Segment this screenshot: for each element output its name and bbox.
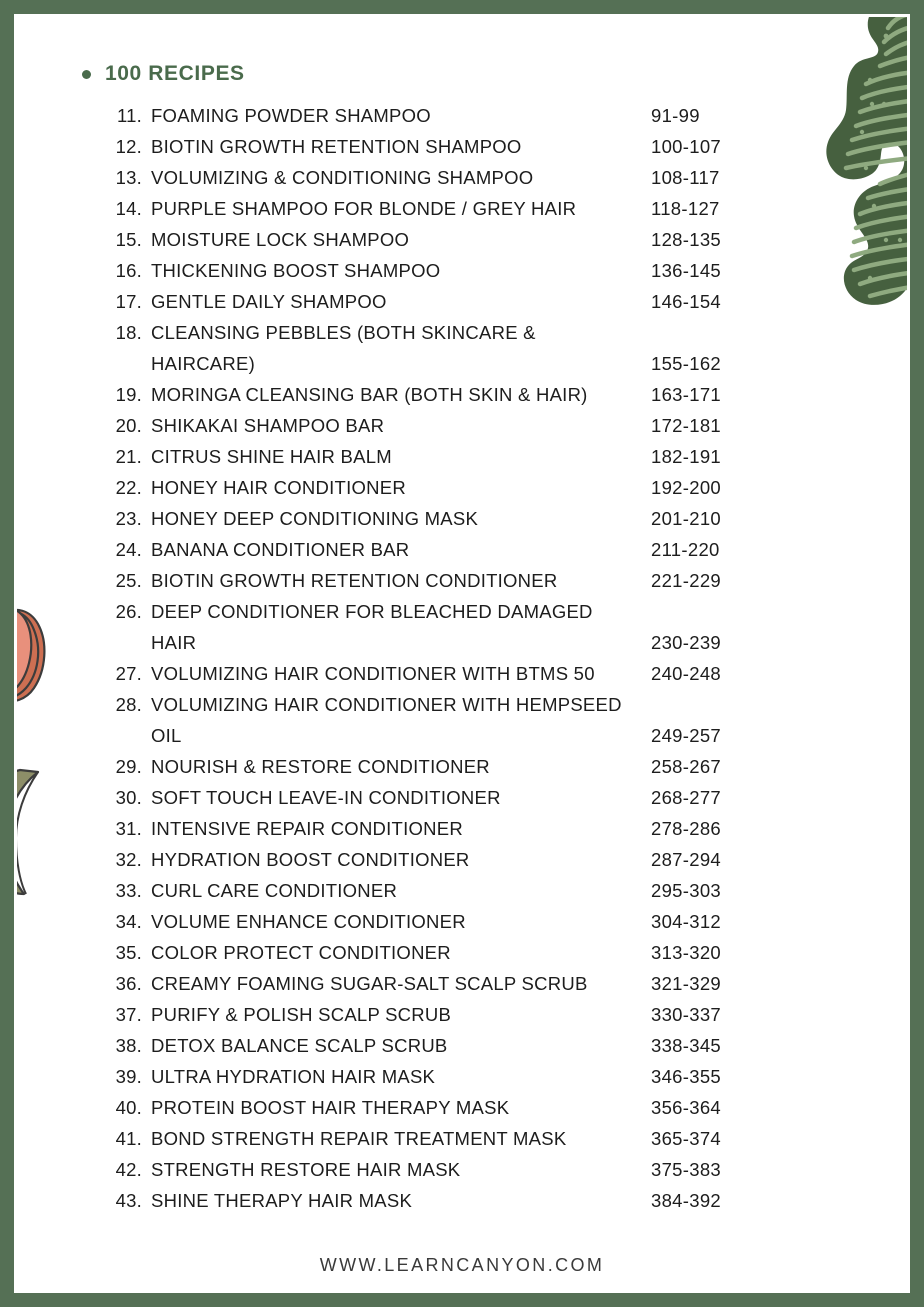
toc-row[interactable] — [0, 565, 924, 596]
toc-row-title-line1: MOISTURE LOCK SHAMPOO — [151, 229, 410, 250]
toc-row-number: 17. — [115, 291, 142, 312]
toc-row-title-line1: VOLUME ENHANCE CONDITIONER — [151, 911, 466, 932]
toc-row-number: 38. — [115, 1035, 142, 1056]
toc-row-title-line1: HONEY DEEP CONDITIONING MASK — [151, 508, 479, 529]
toc-row-title — [142, 999, 651, 1030]
toc-row-title — [142, 813, 651, 844]
toc-row-title-line1: COLOR PROTECT CONDITIONER — [151, 942, 451, 963]
toc-row[interactable] — [0, 596, 924, 658]
toc-row-pages: 192-200 — [651, 477, 721, 498]
toc-row[interactable] — [0, 906, 924, 937]
toc-row-title-line1: SHINE THERAPY HAIR MASK — [151, 1190, 413, 1211]
toc-row-title-line1: VOLUMIZING & CONDITIONING SHAMPOO — [151, 167, 534, 188]
toc-row-number: 21. — [115, 446, 142, 467]
toc-row[interactable] — [0, 534, 924, 565]
toc-row-title — [142, 937, 651, 968]
toc-row-title-line1: PURPLE SHAMPOO FOR BLONDE / GREY HAIR — [151, 198, 577, 219]
toc-row-title-line1: VOLUMIZING HAIR CONDITIONER WITH HEMPSEED — [151, 694, 622, 715]
toc-row-pages: 108-117 — [651, 167, 720, 188]
toc-row-pages: 346-355 — [651, 1066, 721, 1087]
toc-row-title-line1: CURL CARE CONDITIONER — [151, 880, 398, 901]
toc-row[interactable] — [0, 844, 924, 875]
page-title: 100 RECIPES — [105, 62, 245, 85]
toc-row[interactable] — [0, 937, 924, 968]
toc-row-pages: 313-320 — [651, 942, 721, 963]
toc-row-pages: 375-383 — [651, 1159, 721, 1180]
toc-row-title-line2: HAIRCARE) — [151, 353, 256, 374]
toc-row-number: 35. — [115, 942, 142, 963]
toc-row[interactable] — [0, 100, 924, 131]
toc-row-title-line1: BIOTIN GROWTH RETENTION CONDITIONER — [151, 570, 558, 591]
toc-row[interactable] — [0, 224, 924, 255]
toc-row[interactable] — [0, 1061, 924, 1092]
toc-row-title-line1: ULTRA HYDRATION HAIR MASK — [151, 1066, 436, 1087]
toc-row[interactable] — [0, 255, 924, 286]
toc-row-number: 43. — [115, 1190, 142, 1211]
toc-row[interactable] — [0, 1123, 924, 1154]
toc-row-title-line1: SHIKAKAI SHAMPOO BAR — [151, 415, 385, 436]
toc-row[interactable] — [0, 751, 924, 782]
toc-row[interactable] — [0, 162, 924, 193]
toc-row-title — [142, 193, 651, 224]
toc-row-title — [142, 844, 651, 875]
toc-row-number: 19. — [115, 384, 142, 405]
toc-row-number: 37. — [115, 1004, 142, 1025]
toc-row-title — [142, 131, 651, 162]
toc-row-title-line1: NOURISH & RESTORE CONDITIONER — [151, 756, 490, 777]
toc-row-pages: 321-329 — [651, 973, 721, 994]
toc-row-number: 30. — [115, 787, 142, 808]
toc-row-title — [142, 410, 651, 441]
toc-row-number: 22. — [115, 477, 142, 498]
toc-row-title — [142, 658, 651, 689]
toc-row-number: 14. — [115, 198, 142, 219]
toc-row-pages: 163-171 — [651, 384, 721, 405]
toc-row-title — [142, 782, 651, 813]
toc-row-title — [142, 286, 651, 317]
toc-row-title — [142, 751, 651, 782]
toc-row-pages: 128-135 — [651, 229, 721, 250]
toc-row-number: 28. — [115, 694, 142, 715]
toc-row-pages: 201-210 — [651, 508, 721, 529]
toc-row-pages: 155-162 — [651, 353, 721, 374]
toc-row-title-line1: CITRUS SHINE HAIR BALM — [151, 446, 392, 467]
toc-row-title-line1: STRENGTH RESTORE HAIR MASK — [151, 1159, 461, 1180]
toc-row-number: 13. — [115, 167, 142, 188]
toc-row-pages: 356-364 — [651, 1097, 721, 1118]
toc-row-title — [142, 100, 651, 131]
toc-row-title-line1: BIOTIN GROWTH RETENTION SHAMPOO — [151, 136, 522, 157]
toc-row-number: 11. — [117, 105, 142, 126]
toc-row-number: 42. — [115, 1159, 142, 1180]
toc-row-pages: 304-312 — [651, 911, 721, 932]
toc-row-title-line1: PURIFY & POLISH SCALP SCRUB — [151, 1004, 452, 1025]
toc-row-number: 29. — [115, 756, 142, 777]
toc-row[interactable] — [0, 813, 924, 844]
toc-row-number: 25. — [115, 570, 142, 591]
toc-row[interactable] — [0, 1154, 924, 1185]
toc-row-number: 27. — [115, 663, 142, 684]
toc-row-pages: 146-154 — [651, 291, 721, 312]
toc-row-pages: 384-392 — [651, 1190, 721, 1211]
toc-row-title — [142, 534, 651, 565]
section-heading — [82, 62, 924, 86]
toc-row-title — [142, 224, 651, 255]
toc-row-title — [142, 689, 651, 751]
toc-row-pages: 182-191 — [651, 446, 721, 467]
toc-row-number: 41. — [115, 1128, 142, 1149]
toc-row-title — [142, 255, 651, 286]
toc-row-pages: 249-257 — [651, 725, 721, 746]
toc-row-title-line1: HYDRATION BOOST CONDITIONER — [151, 849, 470, 870]
toc-row[interactable] — [0, 782, 924, 813]
toc-row[interactable] — [0, 441, 924, 472]
toc-row[interactable] — [0, 317, 924, 379]
toc-row-title — [142, 1123, 651, 1154]
toc-row-title-line1: HONEY HAIR CONDITIONER — [151, 477, 406, 498]
toc-row-pages: 295-303 — [651, 880, 721, 901]
toc-row-pages: 338-345 — [651, 1035, 721, 1056]
toc-row-title — [142, 1030, 651, 1061]
toc-row-title — [142, 1154, 651, 1185]
toc-row-number: 12. — [115, 136, 142, 157]
toc-row-title — [142, 906, 651, 937]
toc-row-title — [142, 1185, 651, 1216]
toc-row-title-line1: CREAMY FOAMING SUGAR-SALT SCALP SCRUB — [151, 973, 588, 994]
toc-row[interactable] — [0, 193, 924, 224]
toc-row-number: 24. — [115, 539, 142, 560]
toc-row-title-line1: VOLUMIZING HAIR CONDITIONER WITH BTMS 50 — [151, 663, 595, 684]
toc-row-title — [142, 968, 651, 999]
toc-row-title-line1: FOAMING POWDER SHAMPOO — [151, 105, 431, 126]
toc-row[interactable] — [0, 1185, 924, 1216]
toc-row[interactable] — [0, 875, 924, 906]
toc-row[interactable] — [0, 968, 924, 999]
toc-row-number: 40. — [115, 1097, 142, 1118]
toc-row-number: 31. — [115, 818, 142, 839]
toc-row-title — [142, 875, 651, 906]
toc-row-number: 16. — [115, 260, 142, 281]
toc-row-number: 34. — [115, 911, 142, 932]
toc-row[interactable] — [0, 689, 924, 751]
toc-row[interactable] — [0, 658, 924, 689]
toc-row-title-line1: INTENSIVE REPAIR CONDITIONER — [151, 818, 463, 839]
toc-row-title-line1: DETOX BALANCE SCALP SCRUB — [151, 1035, 448, 1056]
toc-row-title — [142, 379, 651, 410]
toc-row-title-line1: CLEANSING PEBBLES (BOTH SKINCARE & — [151, 322, 536, 343]
toc-row-pages: 258-267 — [651, 756, 721, 777]
toc-row[interactable] — [0, 1092, 924, 1123]
toc-row[interactable] — [0, 503, 924, 534]
toc-row-number: 23. — [115, 508, 142, 529]
toc-row-title-line1: DEEP CONDITIONER FOR BLEACHED DAMAGED — [151, 601, 593, 622]
toc-row-number: 32. — [115, 849, 142, 870]
toc-row-pages: 287-294 — [651, 849, 721, 870]
toc-row-number: 39. — [115, 1066, 142, 1087]
toc-row-title-line1: BANANA CONDITIONER BAR — [151, 539, 410, 560]
toc-row-pages: 118-127 — [651, 198, 720, 219]
toc-row-pages: 268-277 — [651, 787, 721, 808]
toc-row-title-line1: THICKENING BOOST SHAMPOO — [151, 260, 441, 281]
toc-row[interactable] — [0, 410, 924, 441]
toc-row-title-line1: SOFT TOUCH LEAVE-IN CONDITIONER — [151, 787, 501, 808]
toc-row-number: 36. — [115, 973, 142, 994]
toc-row-title — [142, 441, 651, 472]
toc-row-title — [142, 317, 651, 379]
toc-row-title-line1: GENTLE DAILY SHAMPOO — [151, 291, 387, 312]
toc-row-pages: 172-181 — [651, 415, 721, 436]
toc-row-number: 15. — [115, 229, 142, 250]
toc-row-pages: 91-99 — [651, 105, 700, 126]
toc-row-pages: 136-145 — [651, 260, 721, 281]
toc-row-title — [142, 596, 651, 658]
toc-row-title — [142, 162, 651, 193]
toc-row-pages: 100-107 — [651, 136, 721, 157]
toc-row[interactable] — [0, 286, 924, 317]
toc-row-title-line1: BOND STRENGTH REPAIR TREATMENT MASK — [151, 1128, 567, 1149]
toc-row-title-line1: MORINGA CLEANSING BAR (BOTH SKIN & HAIR) — [151, 384, 588, 405]
toc-row-title — [142, 503, 651, 534]
toc-row-title-line2: OIL — [151, 725, 182, 746]
toc-row-title — [142, 472, 651, 503]
toc-row[interactable] — [0, 1030, 924, 1061]
toc-row-pages: 330-337 — [651, 1004, 721, 1025]
toc-row[interactable] — [0, 131, 924, 162]
toc-row[interactable] — [0, 472, 924, 503]
toc-row[interactable] — [0, 379, 924, 410]
toc-row-pages: 230-239 — [651, 632, 721, 653]
toc-row-title — [142, 1092, 651, 1123]
toc-row-title — [142, 1061, 651, 1092]
toc-row-pages: 221-229 — [651, 570, 721, 591]
bullet-dot-icon — [82, 70, 91, 79]
toc-row-number: 33. — [115, 880, 142, 901]
toc-row-number: 26. — [115, 601, 142, 622]
toc-row-title-line2: HAIR — [151, 632, 197, 653]
toc-row-pages: 240-248 — [651, 663, 721, 684]
toc-list — [0, 100, 924, 1216]
toc-row-pages: 365-374 — [651, 1128, 721, 1149]
toc-row-title — [142, 565, 651, 596]
toc-row-pages: 211-220 — [651, 539, 720, 560]
toc-row-title-line1: PROTEIN BOOST HAIR THERAPY MASK — [151, 1097, 510, 1118]
toc-row-number: 18. — [115, 322, 142, 343]
footer-website: WWW.LEARNCANYON.COM — [319, 1255, 605, 1275]
toc-row[interactable] — [0, 999, 924, 1030]
toc-row-pages: 278-286 — [651, 818, 721, 839]
toc-row-number: 20. — [115, 415, 142, 436]
